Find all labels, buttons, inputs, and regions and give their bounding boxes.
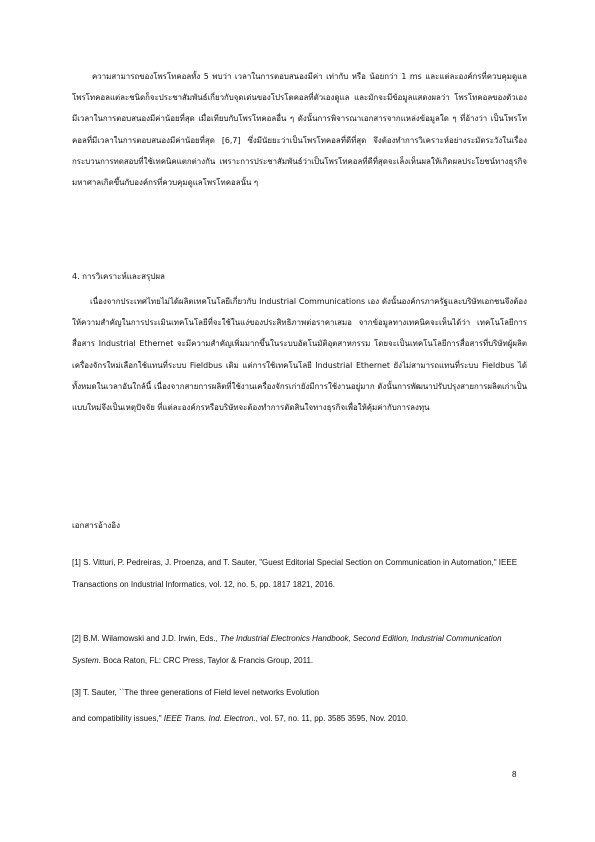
- reference-3-details: , vol. 57, no. 11, pp. 3585 3595, Nov. 2010.: [255, 714, 408, 723]
- page-number: 8: [512, 770, 517, 779]
- body-paragraph-1: ความสามารถของโพรโทคอลทั้ง 5 พบว่า เวลาในการตอบสนองมีค่า เท่ากับ หรือ น้อยกว่า 1 ms และแต่ละองค์กรที่ควบคุมดูแลโพรโทคอลแต่ละชนิดก็จะประชาสัมพันธ์เกี่ยวกับจุดเด่นของโปรโตคอลที่ตัวเองดูแล และมักจะมีข้อมูลแสดงผลว่า โพรโทคอลของตัวเองมีเวลาในการตอบสนองมีค่าน้อยที่สุด เมื่อเทียบกับโพรโทคอลอื่น ๆ ดังนั้นการพิจารณาเอกสารจากแหล่งข้อมูลใด ๆ ที่อ้างว่า เป็นโพรโทคอลที่มีเวลาในการตอบสนองมีค่าน้อยที่สุด [6,7] ซึ่งมีนัยยะว่าเป็นโพรโทคอลที่ดีที่สุด จึงต้องทำการวิเคราะห์อย่างระมัดระวังในเรื่องกระบวนการทดสอบที่ใช้เทคนิคแตกต่างกัน เพราะการประชาสัมพันธ์ว่าเป็นโพรโทคอลที่ดีที่สุดจะเล็งเห็นผลให้เกิดผลประโยชน์ทางธุรกิจมหาศาลเกิดขึ้นกับองค์กรที่ควบคุมดูแลโพรโทคอลนั้น ๆ: [72, 72, 527, 188]
- reference-1: [1] S. Vitturi, P. Pedreiras, J. Proenza, and T. Sauter, "Guest Editorial Special Section on Communication in Automation," IEEE Transactions on Industrial Informatics, vol. 12, no. 5, pp. 1817 1821, 2016.: [72, 558, 518, 589]
- reference-2-authors: [2] B.M. Wilamowski and J.D. Irwin, Eds.,: [72, 634, 221, 643]
- reference-3-journal: IEEE Trans. Ind. Electron.: [163, 714, 256, 723]
- reference-3-continued: [72, 714, 542, 723]
- reference-2: [72, 628, 532, 672]
- body-paragraph-2: เนื่องจากประเทศไทยไม่ได้ผลิตเทคโนโลยีเกี่ยวกับ Industrial Communications เอง ดังนั้นองค์กรภาครัฐและบริษัทเอกชนจึงต้องให้ความสำคัญในการประเมินเทคโนโลยีที่จะใช้ในแง่ของประสิทธิภาพต่อราคาเสมอ จากข้อมูลทางเทคนิคจะเห็นได้ว่า เทคโนโลยีการสื่อสาร Industrial Ethernet จะมีความสำคัญเพิ่มมากขึ้นในระบบอัตโนมัติอุตสาหกรรม โดยจะเป็นเทคโนโลยีการสื่อสารที่บริษัทผู้ผลิตเครื่องจักรใหม่เลือกใช้แทนที่ระบบ Fieldbus เดิม แต่การใช้เทคโนโลยี Industrial Ethernet ยังไม่สามารถแทนที่ระบบ Fieldbus ได้ทั้งหมดในเวลาอันใกล้นี้ เนื่องจากสายการผลิตที่ใช้งานเครื่องจักรเก่ายังมีการใช้งานอยู่มาก ดังนั้นการพัฒนาปรับปรุงสายการผลิตเก่าเป็นแบบใหม่จึงเป็นเหตุปัจจัย ที่แต่ละองค์กรหรือบริษัทจะต้องทำการตัดสินใจทางธุรกิจเพื่อให้คุ้มค่ากับการลงทุน: [72, 297, 527, 413]
- reference-2-title: The Industrial Electronics Handbook, Second Edition, Industrial Communication System: [72, 634, 502, 665]
- references-title: เอกสารอ้างอิง: [72, 521, 120, 530]
- section-heading: 4. การวิเคราะห์และสรุปผล: [72, 272, 165, 281]
- reference-2-publisher: . Boca Raton, FL: CRC Press, Taylor & Francis Group, 2011.: [98, 656, 314, 665]
- reference-3-text: and compatibility issues,": [72, 714, 164, 723]
- reference-3: [3] T. Sauter, ``The three generations of Field level networks Evolution: [72, 688, 320, 697]
